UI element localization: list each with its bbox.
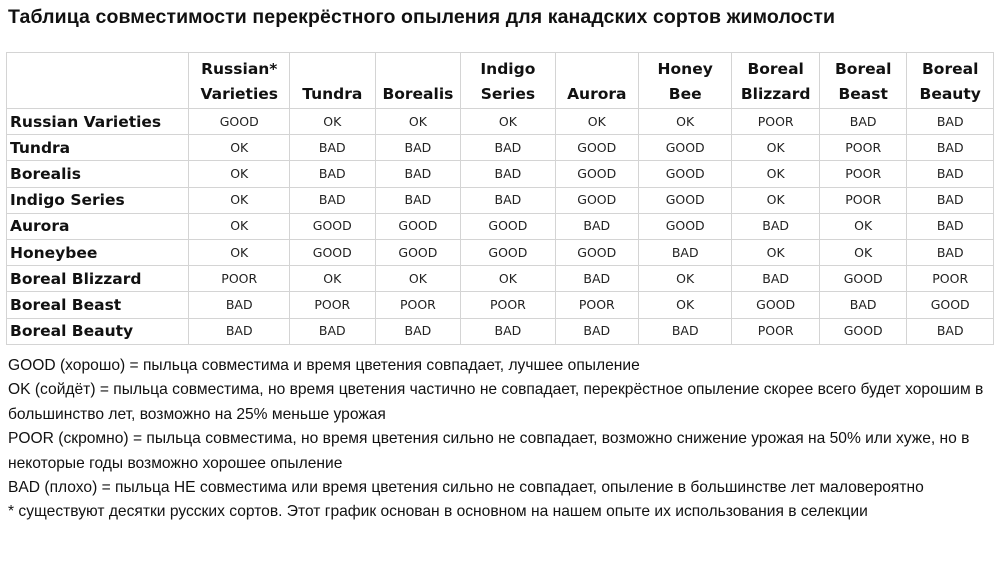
table-row	[7, 161, 994, 187]
compatibility-cell: BAD	[639, 239, 732, 265]
column-header	[819, 53, 906, 109]
table-row	[7, 266, 994, 292]
compatibility-cell: BAD	[732, 266, 820, 292]
compatibility-cell: BAD	[907, 161, 994, 187]
compatibility-cell: POOR	[375, 292, 461, 318]
column-header-line: Aurora	[567, 85, 627, 103]
legend-item: POOR (скромно) = пыльца совместима, но время цветения сильно не совпадает, возможно снижение урожая на 50% или хуже, но в некоторые годы возможно хорошее опыление	[8, 430, 970, 472]
column-header-line: Bee	[668, 85, 702, 103]
legend-item: GOOD (хорошо) = пыльца совместима и время цветения совпадает, лучшее опыление	[8, 357, 640, 374]
row-header: Boreal Beast	[7, 292, 189, 318]
table-row	[7, 239, 994, 265]
row-header: Boreal Beauty	[7, 318, 189, 344]
compatibility-cell: GOOD	[461, 213, 555, 239]
compatibility-cell: OK	[639, 292, 732, 318]
compatibility-cell: BAD	[819, 109, 906, 135]
column-header-line: Beast	[838, 85, 888, 103]
column-header	[732, 53, 820, 109]
table-row	[7, 109, 994, 135]
compatibility-cell: BAD	[907, 109, 994, 135]
compatibility-cell: POOR	[907, 266, 994, 292]
legend-item: * существуют десятки русских сортов. Этот график основан в основном на нашем опыте их использования в селекции	[8, 503, 868, 521]
compatibility-cell: OK	[189, 161, 290, 187]
table-row	[7, 292, 994, 318]
compatibility-cell: POOR	[290, 292, 376, 318]
compatibility-cell: POOR	[819, 161, 906, 187]
compatibility-cell: POOR	[732, 109, 820, 135]
compatibility-cell: OK	[819, 213, 906, 239]
column-header-line: Boreal	[921, 60, 979, 78]
row-header: Russian Varieties	[7, 109, 189, 135]
row-header: Indigo Series	[7, 187, 189, 213]
column-header	[189, 53, 290, 109]
compatibility-cell: GOOD	[639, 135, 732, 161]
compatibility-cell: BAD	[461, 135, 555, 161]
compatibility-cell: BAD	[907, 213, 994, 239]
compatibility-cell: BAD	[819, 292, 906, 318]
compatibility-cell: OK	[461, 266, 555, 292]
compatibility-cell: POOR	[819, 187, 906, 213]
compatibility-cell: BAD	[290, 318, 376, 344]
compatibility-cell: OK	[732, 239, 820, 265]
compatibility-cell: BAD	[375, 318, 461, 344]
compatibility-cell: GOOD	[639, 161, 732, 187]
legend	[8, 354, 988, 525]
compatibility-cell: OK	[375, 266, 461, 292]
column-header	[639, 53, 732, 109]
compatibility-cell: POOR	[819, 135, 906, 161]
compatibility-cell: BAD	[732, 213, 820, 239]
compatibility-cell: POOR	[555, 292, 639, 318]
compatibility-cell: BAD	[907, 239, 994, 265]
compatibility-cell: GOOD	[555, 187, 639, 213]
compatibility-cell: OK	[189, 135, 290, 161]
column-header-line: Borealis	[382, 85, 454, 103]
compatibility-cell: GOOD	[555, 135, 639, 161]
compatibility-cell: OK	[732, 187, 820, 213]
compatibility-cell: BAD	[375, 161, 461, 187]
column-header-line: Boreal	[834, 60, 892, 78]
legend-item: BAD (плохо) = пыльца НЕ совместима или время цветения сильно не совпадает, опыление в большинстве лет маловероятно	[8, 479, 924, 497]
column-header-line: Series	[480, 85, 536, 103]
row-header: Aurora	[7, 213, 189, 239]
column-header	[290, 53, 376, 109]
compatibility-cell: GOOD	[375, 239, 461, 265]
page-title: Таблица совместимости перекрёстного опыления для канадских сортов жимолости	[8, 6, 836, 28]
compatibility-cell: BAD	[461, 318, 555, 344]
column-header	[907, 53, 994, 109]
compatibility-cell: GOOD	[819, 266, 906, 292]
compatibility-cell: OK	[189, 239, 290, 265]
column-header-line: Varieties	[200, 85, 279, 103]
compatibility-cell: GOOD	[375, 213, 461, 239]
compatibility-cell: BAD	[555, 213, 639, 239]
column-header-line: Tundra	[302, 85, 363, 103]
compatibility-cell: BAD	[375, 187, 461, 213]
legend-item: OK (сойдёт) = пыльца совместима, но время цветения частично не совпадает, перекрёстное опыление скорее всего будет хорошим в большинство лет, возможно на 25% меньше урожая	[8, 381, 984, 423]
compatibility-cell: BAD	[290, 135, 376, 161]
compatibility-cell: GOOD	[555, 161, 639, 187]
table-row	[7, 187, 994, 213]
compatibility-cell: GOOD	[555, 239, 639, 265]
table-header	[7, 53, 994, 109]
corner-cell	[7, 53, 189, 109]
compatibility-cell: OK	[189, 213, 290, 239]
column-header-line: Indigo	[480, 60, 536, 78]
compatibility-cell: BAD	[907, 135, 994, 161]
compatibility-cell: OK	[375, 109, 461, 135]
compatibility-cell: GOOD	[290, 239, 376, 265]
compatibility-cell: GOOD	[732, 292, 820, 318]
column-header	[555, 53, 639, 109]
column-header-line: Boreal	[747, 60, 804, 78]
compatibility-cell: GOOD	[819, 318, 906, 344]
compatibility-cell: POOR	[189, 266, 290, 292]
table-row	[7, 213, 994, 239]
header-row	[7, 53, 994, 109]
compatibility-cell: OK	[639, 266, 732, 292]
compatibility-cell: GOOD	[290, 213, 376, 239]
compatibility-cell: GOOD	[907, 292, 994, 318]
compatibility-cell: BAD	[189, 318, 290, 344]
row-header: Borealis	[7, 161, 189, 187]
compatibility-cell: OK	[732, 135, 820, 161]
compatibility-cell: GOOD	[461, 239, 555, 265]
row-header: Honeybee	[7, 239, 189, 265]
column-header-line: Beauty	[919, 85, 981, 103]
compatibility-cell: OK	[189, 187, 290, 213]
compatibility-cell: BAD	[375, 135, 461, 161]
table-row	[7, 318, 994, 344]
compatibility-cell: BAD	[555, 318, 639, 344]
compatibility-cell: GOOD	[189, 109, 290, 135]
table-row	[7, 135, 994, 161]
compatibility-cell: OK	[290, 266, 376, 292]
compatibility-cell: BAD	[907, 318, 994, 344]
compatibility-cell: OK	[732, 161, 820, 187]
compatibility-cell: BAD	[290, 187, 376, 213]
column-header	[461, 53, 555, 109]
compatibility-cell: OK	[555, 109, 639, 135]
compatibility-cell: BAD	[189, 292, 290, 318]
column-header-line: Blizzard	[740, 85, 811, 103]
row-header: Tundra	[7, 135, 189, 161]
compatibility-cell: BAD	[461, 161, 555, 187]
compatibility-cell: OK	[290, 109, 376, 135]
compatibility-cell: GOOD	[639, 187, 732, 213]
compatibility-cell: BAD	[907, 187, 994, 213]
compatibility-cell: POOR	[732, 318, 820, 344]
compatibility-cell: POOR	[461, 292, 555, 318]
compatibility-table	[6, 52, 994, 345]
compatibility-cell: OK	[819, 239, 906, 265]
compatibility-cell: BAD	[290, 161, 376, 187]
column-header	[375, 53, 461, 109]
compatibility-cell: OK	[461, 109, 555, 135]
column-header-line: Honey	[657, 60, 713, 78]
compatibility-cell: OK	[639, 109, 732, 135]
compatibility-cell: BAD	[555, 266, 639, 292]
table-body	[7, 109, 994, 345]
compatibility-cell: GOOD	[639, 213, 732, 239]
compatibility-cell: BAD	[461, 187, 555, 213]
row-header: Boreal Blizzard	[7, 266, 189, 292]
column-header-line: Russian*	[201, 60, 278, 78]
compatibility-cell: BAD	[639, 318, 732, 344]
